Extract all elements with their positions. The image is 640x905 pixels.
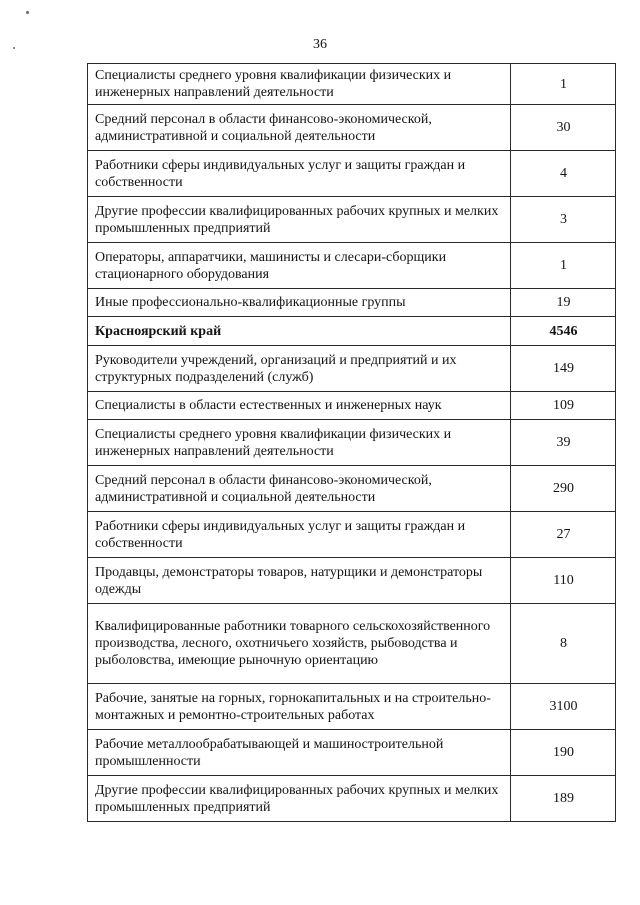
region-total: 4546 bbox=[511, 317, 616, 346]
row-value: 19 bbox=[511, 289, 616, 317]
row-value: 109 bbox=[511, 392, 616, 420]
table-row bbox=[88, 64, 616, 105]
row-value: 8 bbox=[511, 604, 616, 684]
row-value: 189 bbox=[511, 776, 616, 822]
row-label: Средний персонал в области финансово-экономической, административной и социальной деятельности bbox=[88, 466, 511, 512]
row-label: Работники сферы индивидуальных услуг и защиты граждан и собственности bbox=[88, 151, 511, 197]
row-value: 30 bbox=[511, 105, 616, 151]
row-label: Продавцы, демонстраторы товаров, натурщики и демонстраторы одежды bbox=[88, 558, 511, 604]
row-value: 149 bbox=[511, 346, 616, 392]
region-total-row bbox=[88, 317, 616, 346]
table-row bbox=[88, 776, 616, 822]
table-row bbox=[88, 289, 616, 317]
row-label: Операторы, аппаратчики, машинисты и слесари-сборщики стационарного оборудования bbox=[88, 243, 511, 289]
row-value: 290 bbox=[511, 466, 616, 512]
row-value: 190 bbox=[511, 730, 616, 776]
row-label: Специалисты в области естественных и инженерных наук bbox=[88, 392, 511, 420]
scan-speck bbox=[26, 11, 29, 14]
table-row bbox=[88, 197, 616, 243]
row-value: 1 bbox=[511, 64, 616, 105]
row-value: 4 bbox=[511, 151, 616, 197]
row-label: Рабочие, занятые на горных, горнокапитальных и на строительно-монтажных и ремонтно-строительных работах bbox=[88, 684, 511, 730]
occupation-table bbox=[87, 63, 616, 822]
region-name: Красноярский край bbox=[88, 317, 511, 346]
row-value: 3 bbox=[511, 197, 616, 243]
row-label: Квалифицированные работники товарного сельскохозяйственного производства, лесного, охотничьего хозяйств, рыбоводства и рыболовства, имеющие рыночную ориентацию bbox=[88, 604, 511, 684]
scan-speck bbox=[13, 47, 15, 49]
table-row bbox=[88, 346, 616, 392]
row-label: Другие профессии квалифицированных рабочих крупных и мелких промышленных предприятий bbox=[88, 197, 511, 243]
table-row bbox=[88, 105, 616, 151]
table-row bbox=[88, 558, 616, 604]
row-value: 39 bbox=[511, 420, 616, 466]
table-row bbox=[88, 243, 616, 289]
row-label: Рабочие металлообрабатывающей и машиностроительной промышленности bbox=[88, 730, 511, 776]
table-row bbox=[88, 512, 616, 558]
row-value: 110 bbox=[511, 558, 616, 604]
row-label: Руководители учреждений, организаций и предприятий и их структурных подразделений (служб) bbox=[88, 346, 511, 392]
table-row bbox=[88, 151, 616, 197]
row-label: Средний персонал в области финансово-экономической, административной и социальной деятельности bbox=[88, 105, 511, 151]
table-row bbox=[88, 392, 616, 420]
table-row bbox=[88, 604, 616, 684]
row-label: Работники сферы индивидуальных услуг и защиты граждан и собственности bbox=[88, 512, 511, 558]
table-row bbox=[88, 466, 616, 512]
row-label: Иные профессионально-квалификационные группы bbox=[88, 289, 511, 317]
row-value: 1 bbox=[511, 243, 616, 289]
row-value: 3100 bbox=[511, 684, 616, 730]
row-label: Специалисты среднего уровня квалификации физических и инженерных направлений деятельности bbox=[88, 64, 511, 105]
row-label: Другие профессии квалифицированных рабочих крупных и мелких промышленных предприятий bbox=[88, 776, 511, 822]
table-row bbox=[88, 420, 616, 466]
page-number: 36 bbox=[313, 37, 327, 52]
table-row bbox=[88, 684, 616, 730]
row-value: 27 bbox=[511, 512, 616, 558]
row-label: Специалисты среднего уровня квалификации физических и инженерных направлений деятельности bbox=[88, 420, 511, 466]
table-row bbox=[88, 730, 616, 776]
